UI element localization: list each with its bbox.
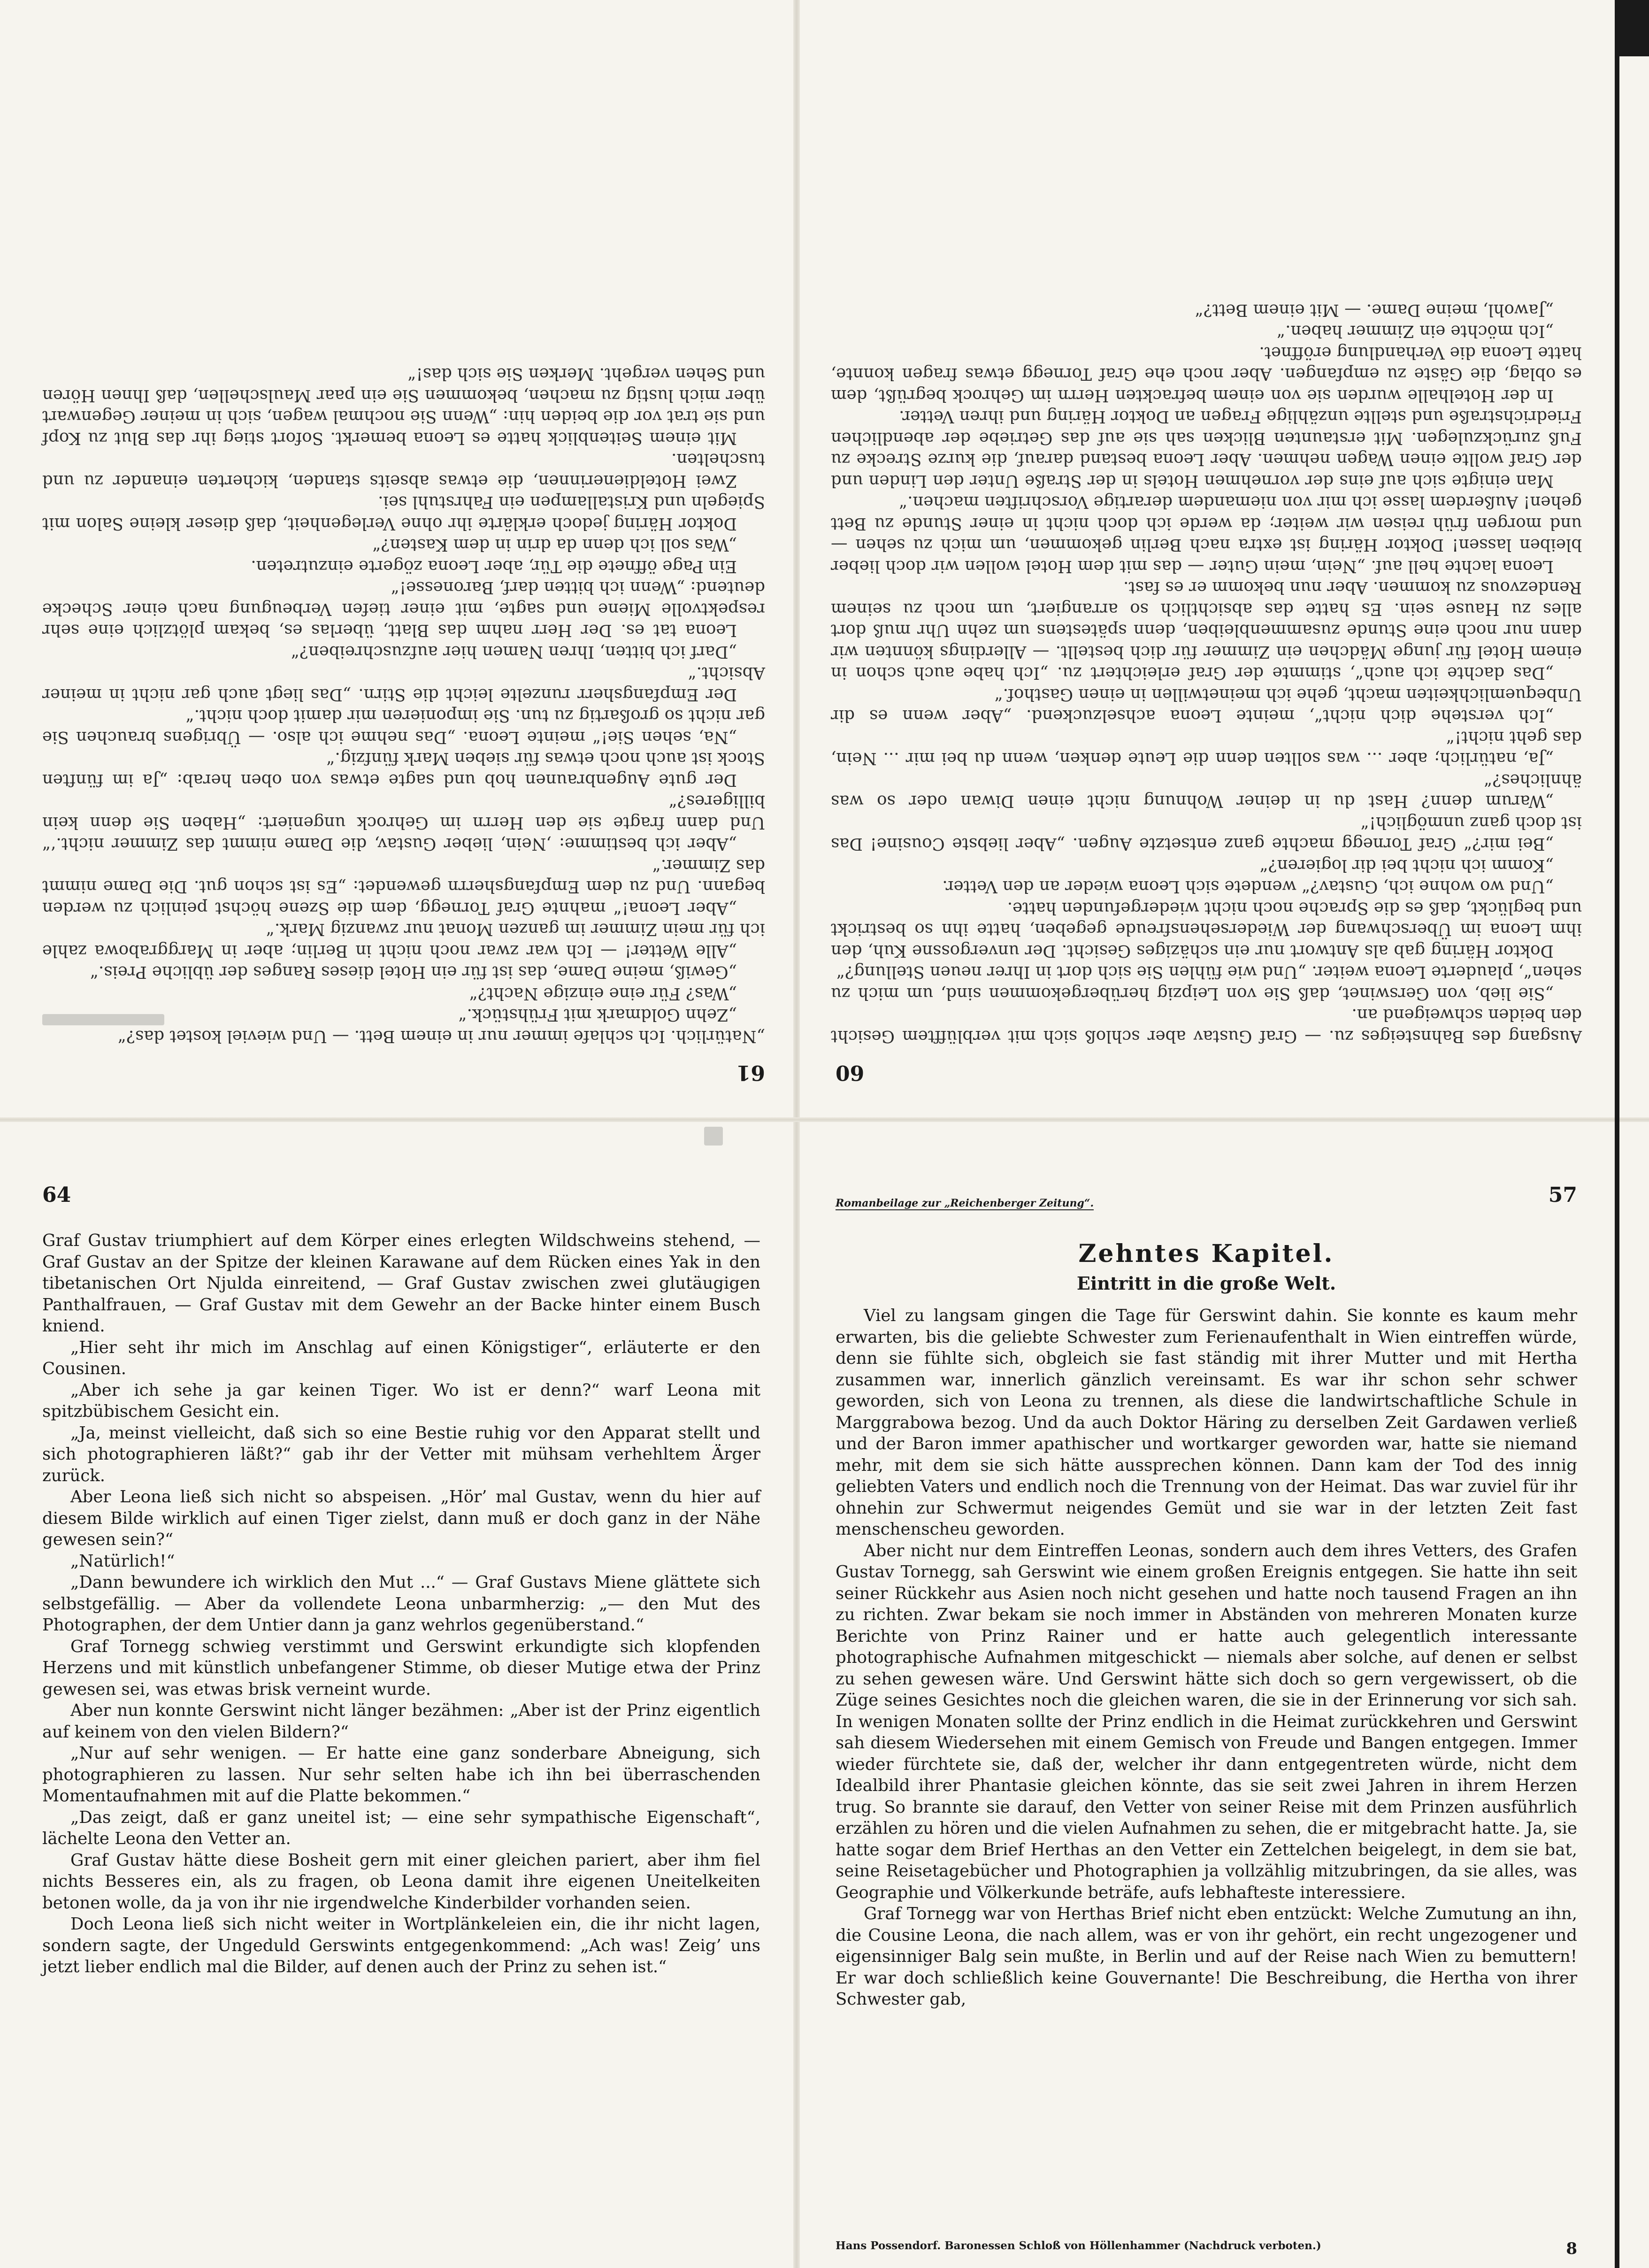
paragraph: Doch Leona ließ sich nicht weiter in Wortplänkeleien ein, die ihr nicht lagen, sondern sagte, der Ungeduld Gerswints entgegenkommend: „Ach was! Zeig’ uns jetzt lieber endlich mal die Bilder, auf denen auch der Prinz zu sehen ist.“ <box>42 1914 760 1976</box>
footer-credit: Hans Possendorf. Baronessen Schloß von Höllenhammer (Nachdruck verboten.) <box>836 2239 1321 2252</box>
paragraph: „Jawohl, meine Dame. — Mit einem Bett?“ <box>1195 300 1554 320</box>
paragraph: „Natürlich!“ <box>70 1551 175 1571</box>
scan-corner <box>1619 0 1649 56</box>
paragraph: „Ich möchte ein Zimmer haben.“ <box>1277 322 1554 341</box>
paragraph: Graf Gustav hätte diese Bosheit gern mit einer gleichen pariert, aber ihm fiel nichts Besseres ein, als zu fragen, ob Leona damit ihre eigenen Uneitelkeiten betonen wolle, da ja von ihr nie irgendwelche Kinderbilder vorhanden seien. <box>42 1850 760 1913</box>
paragraph: „Na, sehen Sie!“ meinte Leona. „Das nehme ich also. — Übrigens brauchen Sie gar nicht so großartig zu tun. Sie imponieren mir damit doch nicht.“ <box>42 706 765 747</box>
page-text <box>42 1230 760 1978</box>
page-number: 61 <box>736 1061 765 1084</box>
paragraph: „Sie lieb, von Gerswinet, daß Sie von Leipzig herübergekommen sind, um mich zu sehen“, plauderte Leona weiter. „Und wie fühlen Sie sich dort in Ihrer neuen Stellung?“ <box>831 962 1582 1003</box>
paragraph: „Was soll ich denn da drin in dem Kasten?“ <box>372 535 737 555</box>
page-text <box>831 300 1582 1047</box>
paragraph: Aber Leona ließ sich nicht so abspeisen. „Hör’ mal Gustav, wenn du hier auf diesem Bilde wirklich auf einen Tiger zielst, dann muß er doch ganz in der Nähe gewesen sein?“ <box>42 1487 760 1549</box>
paragraph: Aber nun konnte Gerswint nicht länger bezähmen: „Aber ist der Prinz eigentlich auf keinem von den vielen Bildern?“ <box>42 1701 760 1742</box>
page-64 <box>38 1164 770 2258</box>
paragraph: Leona lachte hell auf. „Nein, mein Guter — das mit dem Hotel wollen wir doch lieber bleiben lassen! Doktor Häring ist extra nach Berlin gekommen, um mich zu sehen — und morgen früh reisen wir weiter; da werde ich doch nicht in einer Stunde zu Bett gehen! Außerdem lasse ich mir von niemandem derartige Vorschriften machen.“ <box>831 492 1582 576</box>
paragraph: Graf Tornegg schwieg verstimmt und Gerswint erkundigte sich klopfenden Herzens und mit künstlich unbefangener Stimme, ob dieser Mutige etwa der Prinz gewesen sei, was etwas brisk verneint wurde. <box>42 1637 760 1699</box>
paragraph: „Warum denn? Hast du in deiner Wohnung nicht einen Diwan oder so was ähnliches?“ <box>831 770 1582 811</box>
paragraph: Der Empfangsherr runzelte leicht die Stirn. „Das liegt auch gar nicht in meiner Absicht.“ <box>42 663 765 704</box>
paragraph: „Gewiß, meine Dame, das ist für ein Hotel dieses Ranges der übliche Preis.“ <box>90 962 737 982</box>
paragraph: „Darf ich bitten, Ihren Namen hier aufzuschreiben?“ <box>291 642 737 661</box>
paragraph: „Und wo wohne ich, Gustav?“ wendete sich Leona wieder an den Vetter. <box>942 877 1554 897</box>
paragraph: „Aber Leona!“ mahnte Graf Tornegg, dem die Szene höchst peinlich zu werden begann. Und zu dem Empfangsherrn gewendet: „Es ist schon gut. Die Dame nimmt das Zimmer.“ <box>42 856 765 918</box>
page-57 <box>826 1164 1587 2258</box>
paragraph: „Ja, natürlich; aber ... was sollten denn die Leute denken, wenn du bei mir ... Nein, das geht nicht!“ <box>831 728 1582 769</box>
chapter-title: Zehntes Kapitel. <box>1078 1239 1335 1268</box>
signature-number: 8 <box>1566 2239 1577 2258</box>
paragraph: Zwei Hoteldienerinnen, die etwas abseits standen, kicherten einander zu und tuschelten. <box>42 450 765 491</box>
paragraph: „Aber ich bestimme: ‚Nein, lieber Gustav, die Dame nimmt das Zimmer nicht.‘“ Und dann fragte sie den Herrn im Gehrock ungeniert: „Haben Sie denn kein billigeres?“ <box>42 792 765 854</box>
paragraph: Doktor Häring gab als Antwort nur ein schäziges Gesicht. Der unvergossne Kuh, den ihm Leona im Überschwang der Wiedersehensfreude gegeben, hatte ihn so bestrickt und beglückt, daß es die Sprache noch nicht wiedergefunden hatte. <box>831 899 1582 961</box>
paragraph: Man einigte sich auf eins der vornehmen Hotels in der Straße Unter den Linden und der Graf wollte einen Wagen nehmen. Aber Leona bestand darauf, die kurze Strecke zu Fuß zurückzulegen. Mit erstaunten Blicken sah sie auf das Getriebe der abendlichen Friedrichstraße und stellte unzählige Fragen an Doktor Häring und ihren Vetter. <box>831 407 1582 491</box>
supplement-header: Romanbeilage zur „Reichenberger Zeitung“. <box>836 1197 1094 1209</box>
scan-edge <box>1615 0 1619 2268</box>
page-61-flipped <box>38 19 770 1089</box>
page-text <box>836 1305 1577 2010</box>
paragraph: Der gute Augenbraunen hob und sagte etwas von oben herab: „Ja im fünften Stock ist auch noch etwas für sieben Mark fünfzig.“ <box>42 749 765 790</box>
paragraph: „Natürlich. Ich schlafe immer nur in einem Bett. — Und wieviel kostet das?“ <box>117 1027 765 1046</box>
smudge <box>704 1127 723 1146</box>
paragraph: „Ja, meinst vielleicht, daß sich so eine Bestie ruhig vor den Apparat stellt und sich photographieren läßt?“ gab ihr der Vetter mit mühsam verhehltem Ärger zurück. <box>42 1423 760 1485</box>
paragraph: „Ich verstehe dich nicht“, meinte Leona achselzuckend. „Aber wenn es dir Unbequemlichkeiten macht, gehe ich meinetwillen in einen Gasthof.“ <box>831 685 1582 726</box>
page-content <box>836 1239 1577 2010</box>
paragraph: „Aber ich sehe ja gar keinen Tiger. Wo ist er denn?“ warf Leona mit spitzbübischem Gesicht ein. <box>42 1380 760 1421</box>
paragraph: „Was? Für eine einzige Nacht?“ <box>469 984 737 1003</box>
page-number: 57 <box>1548 1183 1577 1207</box>
page-number: 64 <box>42 1183 71 1207</box>
paragraph: „Das zeigt, daß er ganz uneitel ist; — eine sehr sympathische Eigenschaft“, lächelte Leona den Vetter an. <box>42 1807 760 1848</box>
paragraph: „Hier seht ihr mich im Anschlag auf einen Königstiger“, erläuterte er den Cousinen. <box>42 1338 760 1378</box>
paragraph: Mit einem Seitenblick hatte es Leona bemerkt. Sofort stieg ihr das Blut zu Kopf und sie trat vor die beiden hin: „Wenn Sie nochmal wagen, sich in meiner Gegenwart über mich lustig zu machen, bekommen Sie ein paar Maulschellen, daß Ihnen Hören und Sehen vergeht. Merken Sie sich das!“ <box>42 364 765 448</box>
paragraph: Ein Page öffnete die Tür, aber Leona zögerte einzutreten. <box>251 557 737 576</box>
paragraph: „Komm ich nicht bei dir logieren?“ <box>1259 856 1554 875</box>
paragraph: Aber nicht nur dem Eintreffen Leonas, sondern auch dem ihres Vetters, des Grafen Gustav Tornegg, sah Gerswint wie einem großen Ereignis entgegen. Sie hatte ihn seit seiner Rückkehr aus Asien noch nicht gesehen und hatte noch tausend Fragen an ihn zu richten. Zwar bekam sie noch immer in Abständen von mehreren Monaten kurze Berichte von Prinz Rainer und er hatte auch gelegentlich interessante photographische Aufnahmen mitgeschickt — niemals aber solche, auf denen er selbst zu sehen gewesen wäre. Und Gerswint hätte sich doch so gern vergewissert, ob die Züge seines Gesichtes noch die gleichen waren, die sie in der Erinnerung vor sich sah. In wenigen Monaten sollte der Prinz endlich in die Heimat zurückkehren und Gerswint sah diesem Wiedersehen mit einem Gemisch von Freude und Bangen entgegen. Immer wieder fürchtete sie, daß der, welcher ihr dann entgegentreten würde, nicht dem Idealbild ihrer Phantasie gleichen könnte, das sie seit zwei Jahren in ihrem Herzen trug. So brannte sie darauf, den Vetter von seiner Reise mit dem Prinzen ausführlich erzählen zu hören und die vielen Aufnahmen zu sehen, die er mitgebracht hatte. Ja, sie hatte sogar dem Brief Herthas an den Vetter ein Zettelchen beigelegt, in dem sie bat, seine Reisetagebücher und Photographien ja vollzählig mitzubringen, da sie alles, was Geographie und Völkerkunde beträfe, aufs lebhafteste interessiere. <box>836 1541 1577 1902</box>
page-number: 60 <box>836 1061 865 1084</box>
paragraph: „Dann bewundere ich wirklich den Mut ...“ — Graf Gustavs Miene glättete sich selbstgefällig. — Aber da vollendete Leona unbarmherzig: „— den Mut des Photographen, der dem Untier dann ja ganz wehrlos gegenüberstand.“ <box>42 1573 760 1635</box>
page-text <box>42 363 765 1047</box>
paragraph: Leona tat es. Der Herr nahm das Blatt, überlas es, bekam plötzlich eine sehr respektvolle Miene und sagte, mit einer tiefen Verbeugung nach einer Schecke deutend: „Wenn ich bitten darf, Baronesse!“ <box>42 578 765 640</box>
paragraph: „Bei mir?“ Graf Tornegg machte ganz entsetzte Augen. „Aber liebste Cousine! Das ist doch ganz unmöglich!“ <box>831 813 1582 854</box>
page-footer <box>836 2239 1577 2258</box>
paragraph: Graf Gustav triumphiert auf dem Körper eines erlegten Wildschweins stehend, — Graf Gustav an der Spitze der kleinen Karawane auf dem Rücken eines Yak in den tibetanischen Ort Njulda einreitend, — Graf Gustav zwischen zwei glutäugigen Panthalfrauen, — Graf Gustav mit dem Gewehr an der Backe hinter einem Busch kniend. <box>42 1231 760 1336</box>
vertical-fold <box>793 0 800 2268</box>
paragraph: Viel zu langsam gingen die Tage für Gerswint dahin. Sie konnte es kaum mehr erwarten, bis die geliebte Schwester zum Ferienaufenthalt in Wien eintreffen würde, denn sie fühlte sich, obgleich sie fast ständig mit ihrer Mutter und mit Hertha zusammen war, innerlich gänzlich vereinsamt. Es war ihr schon sehr schwer geworden, sich von Leona zu trennen, als diese die landwirtschaftliche Schule in Marggrabowa bezog. Und da auch Doktor Häring zu derselben Zeit Gardawen verließ und der Baron immer apathischer und wortkarger geworden war, hatte sie niemand mehr, mit dem sie sich hätte aussprechen können. Dann kam der Tod des innig geliebten Vaters und endlich noch die Trennung von der Heimat. Das war zuviel für ihr ohnehin zur Schwermut neigendes Gemüt und sie war in der letzten Zeit fast menschenscheu geworden. <box>836 1306 1577 1539</box>
paragraph: „Zehn Goldmark mit Frühstück.“ <box>458 1005 737 1025</box>
paragraph: „Nur auf sehr wenigen. — Er hatte eine ganz sonderbare Abneigung, sich photographieren zu lassen. Nur sehr selten habe ich ihn bei überraschenden Momentaufnahmen mit auf die Platte bekommen.“ <box>42 1744 760 1806</box>
horizontal-fold <box>0 1117 1649 1122</box>
paragraph: Ausgang des Bahnsteiges zu. — Graf Gustav aber schloß sich mit verblüfftem Gesicht den beiden schweigend an. <box>831 1005 1582 1046</box>
paragraph: „Alle Wetter! — Ich war zwar noch nicht in Berlin; aber in Marggrabowa zahle ich für mein Zimmer im ganzen Monat nur zwanzig Mark.“ <box>42 920 765 961</box>
paragraph: In der Hotelhalle wurden sie von einem befrackten Herrn im Gehrock begrüßt, dem es oblag, die Gäste zu empfangen. Aber noch ehe Graf Tornegg etwas fragen konnte, hatte Leona die Verhandlung eröffnet. <box>831 343 1582 405</box>
paragraph: Doktor Häring jedoch erklärte ihr ohne Verlegenheit, daß dieser kleine Salon mit Spiegeln und Kristallampen ein Fahrstuhl sei. <box>42 492 765 533</box>
paragraph: „Das dachte ich auch“, stimmte der Graf erleichtert zu. „Ich habe auch schon in einem Hotel für junge Mädchen ein Zimmer für dich bestellt. — Allerdings könnten wir dann nur noch eine Stunde zusammenbleiben, denn spätestens um zehn Uhr muß dort alles zu Hause sein. Es hatte das absichtlich so arrangiert, um noch zu seinem Rendezvous zu kommen. Aber nun bekomm er es fast. <box>831 578 1582 683</box>
paragraph: Graf Tornegg war von Herthas Brief nicht eben entzückt: Welche Zumutung an ihn, die Cousine Leona, die nach allem, was er von ihr gehört, ein recht ungezogener und eigensinniger Balg sein mußte, in Berlin und auf der Reise nach Wien zu bemuttern! Er war doch schließlich keine Gouvernante! Die Beschreibung, die Hertha von ihrer Schwester gab, <box>836 1904 1577 2009</box>
page-60-flipped <box>826 19 1587 1089</box>
chapter-subtitle: Eintritt in die große Welt. <box>1076 1273 1336 1294</box>
